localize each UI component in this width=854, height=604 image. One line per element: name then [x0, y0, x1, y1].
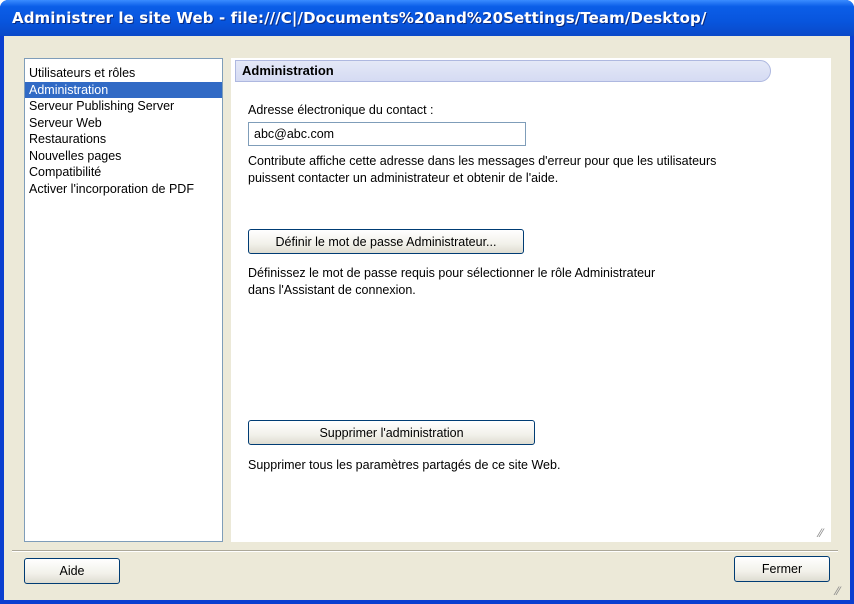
sidebar-item-publishing-server[interactable]: Serveur Publishing Server	[29, 99, 175, 113]
settings-panel	[231, 58, 831, 542]
email-label: Adresse électronique du contact :	[248, 103, 434, 117]
category-list[interactable]	[24, 58, 223, 542]
remove-admin-help-text: Supprimer tous les paramètres partagés de ce site Web.	[248, 458, 561, 472]
close-button[interactable]: Fermer	[734, 556, 830, 582]
remove-administration-button[interactable]: Supprimer l'administration	[248, 420, 535, 445]
dialog-client-area	[4, 36, 850, 600]
footer-divider	[12, 550, 838, 552]
sidebar-item-new-pages[interactable]: Nouvelles pages	[29, 148, 122, 163]
help-button[interactable]: Aide	[24, 558, 120, 584]
sidebar-item-administration[interactable]: Administration	[25, 82, 222, 99]
window-resize-grip-icon[interactable]: ⁄⁄	[836, 584, 841, 598]
set-admin-password-button[interactable]: Définir le mot de passe Administrateur...	[248, 229, 524, 254]
title-bar[interactable]	[0, 0, 854, 36]
sidebar-item-users-roles[interactable]: Utilisateurs et rôles	[29, 66, 136, 80]
sidebar-item-pdf-embedding[interactable]: Activer l'incorporation de PDF	[29, 181, 194, 196]
section-header: Administration	[235, 60, 771, 82]
password-help-text: Définissez le mot de passe requis pour sélectionner le rôle Administrateur dans l'Assistant de connexion.	[248, 266, 656, 297]
email-help-text: Contribute affiche cette adresse dans les messages d'erreur pour que les utilisateurs puissent contacter un administrateur et obtenir de l'aide.	[248, 154, 717, 185]
window-title: Administrer le site Web - file:///C|/Documents%20and%20Settings/Team/Desktop/	[12, 9, 707, 27]
sidebar-item-rollbacks[interactable]: Restaurations	[29, 132, 107, 146]
panel-resize-grip-icon[interactable]: ⁄⁄	[819, 526, 824, 540]
email-field[interactable]	[248, 122, 526, 146]
sidebar-item-compatibility[interactable]: Compatibilité	[29, 165, 102, 179]
sidebar-item-web-server[interactable]: Serveur Web	[29, 115, 102, 130]
